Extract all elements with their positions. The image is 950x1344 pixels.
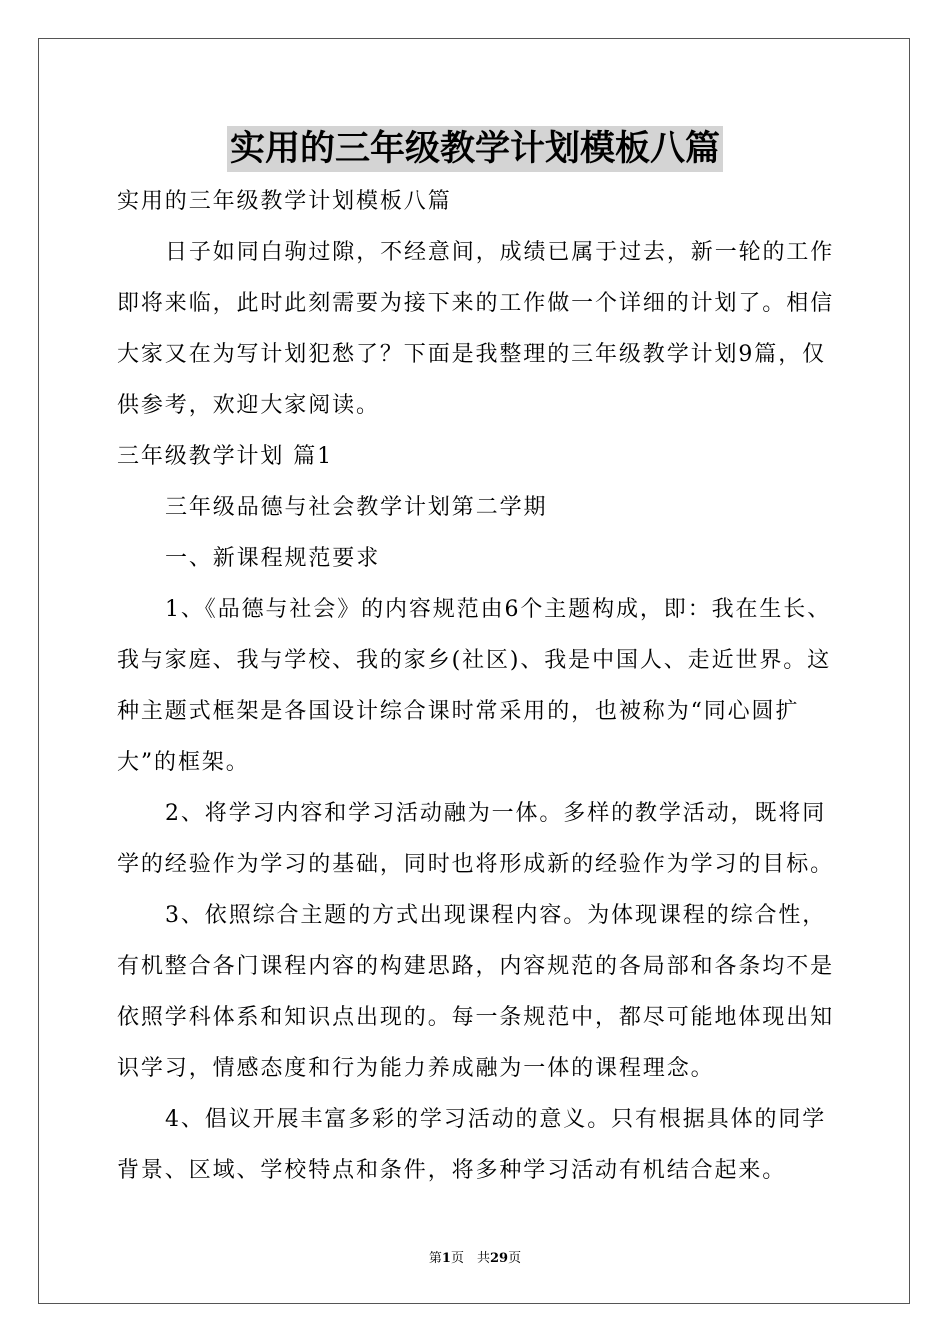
paragraph: 4、倡议开展丰富多彩的学习活动的意义。只有根据具体的同学背景、区域、学校特点和条件，将多种学习活动有机结合起来。 (117, 1107, 827, 1183)
document-body (117, 176, 837, 1196)
paragraph: 三年级品德与社会教学计划第二学期 (165, 495, 548, 520)
paragraph: 3、依照综合主题的方式出现课程内容。为体现课程的综合性，有机整合各门课程内容的构建思路，内容规范的各局部和各条均不是依照学科体系和知识点出现的。每一条规范中，都尽可能地体现出知识学习，情感态度和行为能力养成融为一体的课程理念。 (117, 903, 835, 1081)
footer-mid: 页 共 (450, 1251, 490, 1266)
section-heading: 三年级教学计划 篇1 (117, 444, 333, 469)
paragraph: 一、新课程规范要求 (165, 546, 381, 571)
footer-prefix: 第 (428, 1251, 442, 1266)
footer-page-total: 29 (489, 1251, 509, 1266)
paragraph: 2、将学习内容和学习活动融为一体。多样的教学活动，既将同学的经验作为学习的基础，同时也将形成新的经验作为学习的目标。 (117, 801, 835, 877)
document-title: 实用的三年级教学计划模板八篇 (227, 126, 723, 172)
paragraph: 日子如同白驹过隙，不经意间，成绩已属于过去，新一轮的工作即将来临，此时此刻需要为接下来的工作做一个详细的计划了。相信大家又在为写计划犯愁了？下面是我整理的三年级教学计划9篇，仅供参考，欢迎大家阅读。 (117, 240, 835, 418)
paragraph: 实用的三年级教学计划模板八篇 (117, 189, 452, 214)
footer-suffix: 页 (508, 1251, 522, 1266)
page-footer (0, 1247, 950, 1266)
paragraph: 1、《品德与社会》的内容规范由6个主题构成，即：我在生长、我与家庭、我与学校、我的家乡(社区)、我是中国人、走近世界。这种主题式框架是各国设计综合课时常采用的，也被称为“同心圆扩大”的框架。 (117, 597, 832, 775)
footer-page-current: 1 (441, 1251, 451, 1266)
title-container (0, 126, 950, 172)
